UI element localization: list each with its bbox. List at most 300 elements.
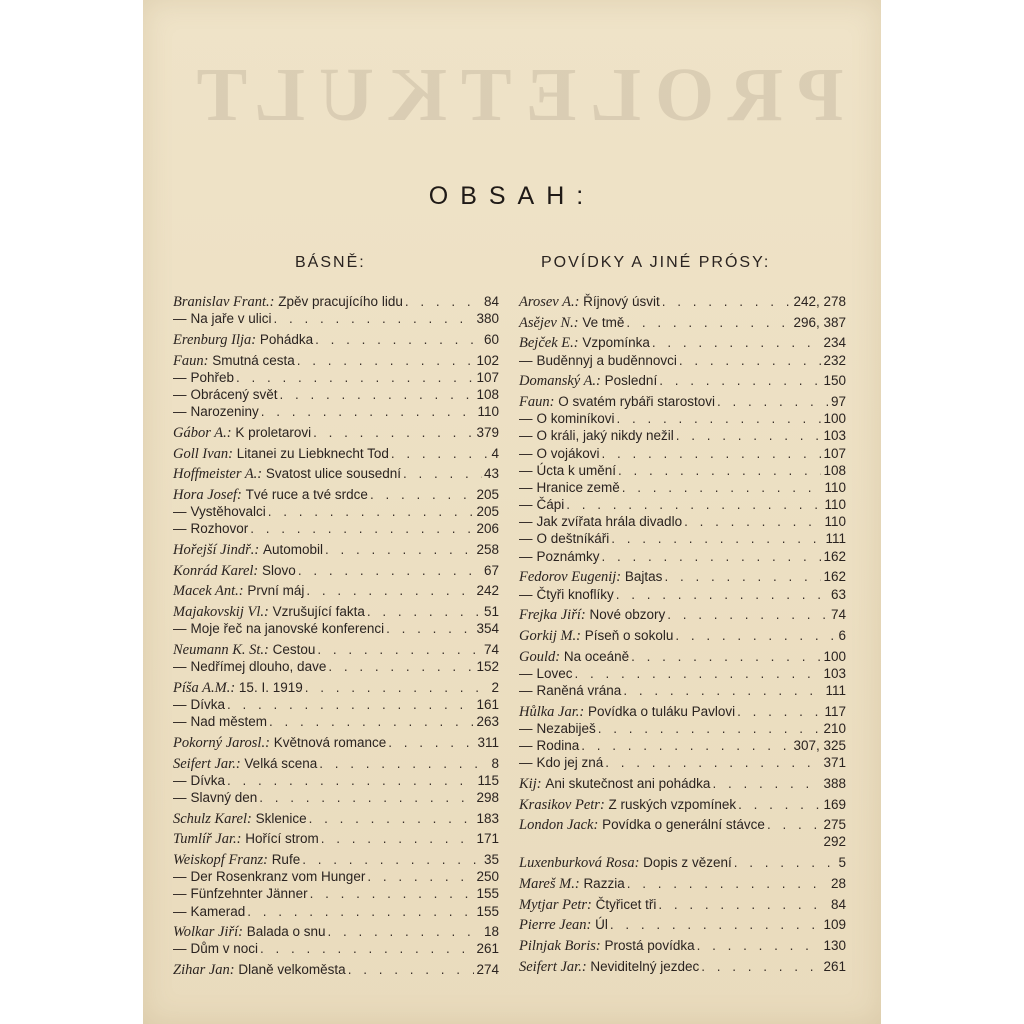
- toc-line: [519, 372, 846, 389]
- toc-title: Vzrušující fakta: [272, 604, 365, 619]
- toc-leader-dots: [370, 486, 475, 503]
- toc-title: O vojákovi: [536, 445, 600, 461]
- toc-entry: [173, 331, 499, 348]
- toc-dash: —: [519, 497, 533, 513]
- toc-leader-dots: [259, 789, 474, 806]
- toc-title: Čtyřicet tři: [595, 896, 657, 912]
- toc-entry: [519, 648, 846, 700]
- toc-dash: —: [173, 869, 187, 885]
- toc-title: Prostá povídka: [604, 937, 695, 953]
- toc-title: 15. I. 1919: [238, 679, 303, 695]
- toc-page-number: 63: [830, 586, 846, 602]
- toc-line: [173, 868, 499, 885]
- toc-line: [519, 937, 846, 954]
- toc-entry: [519, 937, 846, 954]
- toc-title: Der Rosenkranz vom Hunger: [190, 869, 366, 885]
- toc-leader-dots: [611, 530, 823, 547]
- toc-entry: [173, 562, 499, 579]
- toc-title: Nezabiješ: [536, 720, 596, 736]
- toc-dash: —: [173, 311, 187, 327]
- toc-line: [173, 520, 499, 537]
- toc-dash: —: [173, 521, 187, 537]
- toc-page-number: 43: [483, 466, 499, 482]
- toc-leader-dots: [575, 665, 822, 682]
- toc-page-number: 107: [823, 445, 846, 461]
- toc-entry: [519, 896, 846, 913]
- toc-entry: [519, 703, 846, 772]
- toc-title: Narozeniny: [190, 404, 259, 420]
- toc-leader-dots: [662, 293, 792, 310]
- toc-author: Pokorný Jarosl.:: [173, 734, 270, 751]
- toc-title: Ve tmě: [582, 314, 625, 330]
- toc-line: [173, 696, 499, 713]
- toc-author: Seifert Jar.:: [519, 958, 587, 975]
- toc-line: [173, 445, 499, 462]
- toc-title: Dívka: [190, 696, 226, 712]
- toc-line: [173, 582, 499, 599]
- toc-line: [173, 562, 499, 579]
- column-heading-prose: POVÍDKY A JINÉ PRÓSY:: [541, 254, 771, 271]
- toc-page-number: 210: [823, 720, 846, 736]
- toc-title: Poznámky: [536, 548, 600, 564]
- toc-title: Litanei zu Liebknecht Tod: [236, 445, 389, 461]
- toc-entry: [173, 293, 499, 327]
- toc-entry: [173, 582, 499, 599]
- toc-leader-dots: [367, 603, 482, 620]
- toc-author: Arosev A.:: [519, 294, 580, 310]
- toc-line: [519, 737, 846, 754]
- toc-line: [519, 682, 846, 699]
- toc-line: [519, 568, 846, 585]
- toc-leader-dots: [250, 520, 474, 537]
- toc-author: Faun:: [519, 393, 555, 410]
- toc-title: Bajtas: [624, 569, 663, 585]
- toc-author: Mytjar Petr:: [519, 896, 592, 913]
- toc-page-number: 234: [823, 335, 846, 351]
- toc-page-number: 108: [476, 386, 499, 402]
- toc-title: Čápi: [536, 497, 565, 513]
- toc-author: Luxenburková Rosa:: [519, 855, 640, 872]
- toc-author: Majakovskij Vl.:: [173, 604, 269, 620]
- toc-leader-dots: [623, 682, 823, 699]
- toc-leader-dots: [616, 586, 829, 603]
- toc-entry: [173, 851, 499, 920]
- toc-leader-dots: [767, 816, 822, 833]
- toc-title: Razzia: [583, 875, 625, 891]
- toc-title: Automobil: [262, 541, 323, 557]
- toc-title: Moje řeč na janovské konferenci: [190, 621, 385, 637]
- toc-author: Kij:: [519, 775, 542, 792]
- toc-leader-dots: [260, 940, 474, 957]
- toc-page-number: 242: [476, 583, 499, 599]
- toc-line: [173, 903, 499, 920]
- toc-dash: —: [173, 659, 187, 675]
- toc-line: [519, 854, 846, 871]
- toc-line: [173, 603, 499, 620]
- toc-entry: [173, 445, 499, 462]
- toc-line: [519, 293, 846, 310]
- toc-entry: [173, 603, 499, 637]
- toc-page-number: 171: [476, 831, 499, 847]
- toc-line: [173, 658, 499, 675]
- toc-entry: [519, 314, 846, 331]
- toc-title: Smutná cesta: [212, 352, 295, 368]
- toc-title: Rodina: [536, 738, 580, 753]
- toc-title: Raněná vrána: [536, 682, 622, 698]
- toc-line: [173, 772, 499, 789]
- toc-dash: —: [173, 386, 187, 402]
- toc-entry: [519, 293, 846, 310]
- toc-line: [173, 923, 499, 940]
- toc-page-number: 109: [823, 917, 846, 933]
- toc-page-number: 232: [823, 352, 846, 368]
- toc-line: [519, 334, 846, 351]
- toc-page-number: 74: [483, 641, 499, 657]
- toc-author: Fedorov Eugenij:: [519, 569, 622, 586]
- toc-dash: —: [519, 411, 533, 427]
- toc-line: [173, 734, 499, 751]
- column-heading-poems: BÁSNĚ:: [295, 254, 366, 271]
- toc-dash: —: [173, 369, 187, 385]
- toc-leader-dots: [388, 734, 475, 751]
- toc-author: Branislav Frant.:: [173, 294, 275, 310]
- toc-page-number: 103: [823, 665, 846, 681]
- toc-dash: —: [519, 586, 533, 602]
- toc-title: O kominíkovi: [536, 411, 615, 427]
- toc-dash: —: [519, 445, 533, 461]
- toc-page-number: 205: [476, 504, 499, 520]
- toc-dash: —: [519, 531, 533, 547]
- toc-author: Pilnjak Boris:: [519, 937, 601, 954]
- toc-dash: —: [173, 903, 187, 919]
- toc-entry: [519, 958, 846, 975]
- toc-page-number: 242, 278: [793, 294, 846, 309]
- toc-page-number: 100: [823, 648, 846, 664]
- toc-leader-dots: [717, 393, 829, 410]
- toc-dash: —: [173, 621, 187, 637]
- toc-line: [519, 548, 846, 565]
- toc-author: London Jack:: [519, 817, 599, 834]
- toc-leader-dots: [367, 868, 474, 885]
- toc-leader-dots: [626, 314, 791, 331]
- toc-title: Vzpomínka: [582, 335, 650, 351]
- toc-title: Nedřímej dlouho, dave: [190, 659, 327, 675]
- toc-entry: [173, 923, 499, 957]
- toc-page-number: 205: [476, 486, 499, 502]
- toc-dash: —: [519, 755, 533, 771]
- toc-author: Frejka Jiří:: [519, 607, 586, 624]
- toc-title: Vystěhovalci: [190, 504, 266, 520]
- toc-leader-dots: [610, 916, 822, 933]
- toc-entry: [519, 916, 846, 933]
- toc-leader-dots: [627, 875, 829, 892]
- toc-title: Lovec: [536, 665, 573, 681]
- toc-line: [519, 720, 846, 737]
- toc-author: Píša A.M.:: [173, 679, 236, 696]
- toc-leader-dots: [328, 658, 474, 675]
- toc-entry: [519, 568, 846, 602]
- toc-entry: [519, 796, 846, 813]
- page-title: OBSAH:: [428, 182, 596, 210]
- toc-leader-dots: [664, 568, 821, 585]
- toc-page-number: 28: [830, 875, 846, 891]
- toc-page-number: 292: [823, 834, 846, 850]
- toc-title: Dlaně velkoměsta: [238, 962, 346, 978]
- toc-leader-dots: [297, 352, 475, 369]
- toc-leader-dots: [313, 424, 474, 441]
- toc-entry: [519, 816, 846, 850]
- toc-leader-dots: [566, 496, 822, 513]
- toc-line: [173, 620, 499, 637]
- toc-author: Hůlka Jar.:: [519, 703, 585, 720]
- toc-dash: —: [173, 789, 187, 805]
- toc-line: [519, 530, 846, 547]
- toc-title: Nové obzory: [589, 607, 666, 623]
- toc-line: [519, 703, 846, 720]
- toc-line: [519, 627, 846, 644]
- toc-line: [519, 352, 846, 369]
- toc-leader-dots: [325, 541, 474, 558]
- toc-page-number: 183: [476, 810, 499, 826]
- toc-leader-dots: [676, 427, 822, 444]
- toc-line: [519, 314, 846, 331]
- toc-page-number: 117: [824, 703, 846, 719]
- toc-entry: [519, 854, 846, 871]
- toc-leader-dots: [684, 513, 822, 530]
- toc-author: Erenburg Ilja:: [173, 331, 257, 348]
- toc-line: [519, 496, 846, 513]
- toc-line: [519, 427, 846, 444]
- toc-page-number: 261: [823, 958, 846, 974]
- toc-title: Rozhovor: [190, 521, 249, 537]
- toc-title: Dívka: [190, 772, 226, 788]
- toc-title: Na oceáně: [563, 648, 630, 664]
- toc-entry: [519, 627, 846, 644]
- toc-author: Mareš M.:: [519, 875, 580, 892]
- toc-line: [173, 486, 499, 503]
- toc-page-number: 379: [476, 424, 499, 440]
- toc-title: Obrácený svět: [190, 386, 278, 402]
- toc-leader-dots: [631, 648, 821, 665]
- toc-title: Čtyři knoflíky: [536, 586, 614, 602]
- toc-line: [173, 331, 499, 348]
- toc-line: [173, 755, 499, 772]
- toc-dash: —: [173, 714, 187, 730]
- toc-leader-dots: [737, 703, 822, 720]
- toc-title: O svatém rybáři starostovi: [558, 393, 715, 409]
- toc-dash: —: [173, 886, 187, 902]
- toc-title: Hořící strom: [245, 831, 319, 847]
- toc-leader-dots: [274, 310, 475, 327]
- toc-entry: [519, 372, 846, 389]
- toc-title: Kdo jej zná: [536, 755, 604, 771]
- toc-leader-dots: [658, 896, 829, 913]
- toc-author: Zihar Jan:: [173, 962, 235, 979]
- toc-page-number: 296, 387: [793, 314, 846, 330]
- toc-line: [519, 958, 846, 975]
- toc-line: [519, 775, 846, 792]
- toc-leader-dots: [622, 479, 823, 496]
- toc-title: Buděnnyj a buděnnovci: [536, 352, 677, 368]
- toc-page-number: 8: [491, 755, 499, 771]
- toc-dash: —: [519, 514, 533, 530]
- toc-title: Nad městem: [190, 714, 268, 730]
- toc-page-number: 155: [476, 886, 499, 902]
- toc-leader-dots: [659, 372, 821, 389]
- toc-line: [173, 465, 499, 482]
- toc-author: Hoffmeister A.:: [173, 466, 263, 483]
- toc-line: [173, 386, 499, 403]
- toc-page-number: 275: [823, 817, 846, 833]
- toc-dash: —: [173, 504, 187, 520]
- toc-page-number: 311: [477, 734, 499, 750]
- toc-author: Asějev N.:: [519, 314, 579, 331]
- toc-leader-dots: [319, 755, 489, 772]
- toc-line: [173, 310, 499, 327]
- toc-line: [173, 789, 499, 806]
- toc-leader-dots: [227, 772, 475, 789]
- toc-leader-dots: [261, 403, 476, 420]
- toc-page-number: 84: [830, 896, 846, 912]
- toc-title: Neviditelný jezdec: [590, 958, 700, 974]
- toc-title: Zpěv pracujícího lidu: [278, 294, 403, 309]
- toc-entry: [173, 465, 499, 482]
- toc-leader-dots: [305, 679, 490, 696]
- toc-line: [173, 885, 499, 902]
- toc-dash: —: [173, 696, 187, 712]
- toc-line: [173, 403, 499, 420]
- toc-dash: —: [173, 941, 187, 957]
- toc-page-number: 107: [476, 369, 499, 385]
- toc-page-number: 97: [830, 393, 846, 409]
- toc-line: [173, 369, 499, 386]
- toc-page-number: 162: [823, 569, 846, 585]
- toc-entry: [519, 875, 846, 892]
- toc-line: [519, 648, 846, 665]
- toc-line: [519, 816, 846, 833]
- toc-title: O deštníkáři: [536, 531, 610, 547]
- toc-author: Gould:: [519, 648, 561, 665]
- toc-leader-dots: [697, 937, 822, 954]
- toc-page-number: 4: [491, 445, 499, 461]
- toc-page-number: 258: [476, 541, 499, 557]
- toc-dash: —: [519, 462, 533, 478]
- toc-dash: —: [519, 428, 533, 444]
- toc-line: [173, 679, 499, 696]
- toc-entry: [173, 961, 499, 978]
- toc-page-number: 35: [483, 851, 499, 867]
- toc-line: [173, 352, 499, 369]
- toc-title: Balada o snu: [246, 924, 326, 940]
- toc-author: Gábor A.:: [173, 424, 232, 441]
- book-page: [143, 0, 881, 1024]
- toc-dash: —: [519, 352, 533, 368]
- toc-dash: —: [173, 772, 187, 788]
- toc-page-number: 388: [823, 775, 846, 791]
- toc-leader-dots: [712, 775, 821, 792]
- toc-page-number: 110: [824, 514, 846, 530]
- toc-dash: —: [519, 682, 533, 698]
- toc-page-number: 150: [823, 373, 846, 389]
- toc-line: [173, 293, 499, 310]
- toc-leader-dots: [269, 713, 474, 730]
- toc-line: [519, 445, 846, 462]
- toc-page-number: 103: [823, 428, 846, 444]
- toc-page-number: 102: [476, 352, 499, 368]
- toc-title: Svatost ulice sousední: [265, 466, 401, 482]
- toc-page-number: 100: [823, 411, 846, 427]
- toc-leader-dots: [268, 503, 475, 520]
- toc-dash: —: [519, 720, 533, 736]
- toc-author: Konrád Karel:: [173, 562, 259, 579]
- toc-title: Květnová romance: [273, 734, 387, 750]
- toc-leader-dots: [247, 903, 474, 920]
- toc-leader-dots: [652, 334, 822, 351]
- toc-title: Dům v noci: [190, 941, 259, 957]
- toc-page-number: 74: [830, 607, 846, 623]
- toc-entry: [173, 755, 499, 807]
- toc-line: [173, 503, 499, 520]
- toc-leader-dots: [679, 352, 822, 369]
- toc-author: Gorkij M.:: [519, 627, 582, 644]
- toc-title: Povídka o tuláku Pavlovi: [588, 703, 736, 719]
- toc-line: [519, 754, 846, 771]
- toc-author: Krasikov Petr:: [519, 796, 605, 813]
- toc-leader-dots: [348, 961, 475, 978]
- toc-dash: —: [519, 548, 533, 564]
- toc-page-number: 161: [476, 696, 499, 712]
- toc-entry: [173, 734, 499, 751]
- toc-line: [173, 541, 499, 558]
- toc-page-number: 5: [838, 855, 846, 871]
- toc-dash: —: [519, 738, 533, 753]
- toc-leader-dots: [675, 627, 836, 644]
- toc-title: Tvé ruce a tvé srdce: [245, 486, 368, 502]
- toc-leader-dots: [701, 958, 821, 975]
- toc-title: Fünfzehnter Jänner: [190, 886, 308, 902]
- toc-title: Kamerad: [190, 903, 246, 919]
- toc-author: Seifert Jar.:: [173, 755, 241, 772]
- toc-title: Na jaře v ulici: [190, 311, 272, 327]
- toc-leader-dots: [386, 620, 474, 637]
- toc-title: O králi, jaký nikdy nežil: [536, 428, 674, 444]
- toc-title: Dopis z vězení: [643, 855, 732, 871]
- toc-author: Hořejší Jindř.:: [173, 541, 260, 558]
- toc-entry: [519, 775, 846, 792]
- toc-entry: [173, 679, 499, 731]
- toc-author: Domanský A.:: [519, 373, 601, 390]
- toc-title: Hranice země: [536, 479, 620, 495]
- toc-page-number: 67: [483, 562, 499, 578]
- toc-entry: [519, 334, 846, 368]
- toc-leader-dots: [602, 445, 822, 462]
- toc-page-number: 162: [823, 548, 846, 564]
- toc-leader-dots: [280, 386, 475, 403]
- toc-page-number: 84: [483, 294, 499, 309]
- toc-entry: [173, 541, 499, 558]
- toc-title: K proletarovi: [235, 424, 312, 440]
- toc-leader-dots: [602, 548, 822, 565]
- toc-leader-dots: [236, 369, 474, 386]
- toc-line: [173, 641, 499, 658]
- toc-page-number: 60: [483, 331, 499, 347]
- toc-page-number: 307, 325: [793, 738, 846, 753]
- toc-page-number: 110: [477, 404, 499, 420]
- toc-page-number: 111: [825, 682, 846, 698]
- toc-title: Z ruských vzpomínek: [608, 796, 737, 812]
- toc-line: [173, 830, 499, 847]
- toc-author: Faun:: [173, 352, 209, 369]
